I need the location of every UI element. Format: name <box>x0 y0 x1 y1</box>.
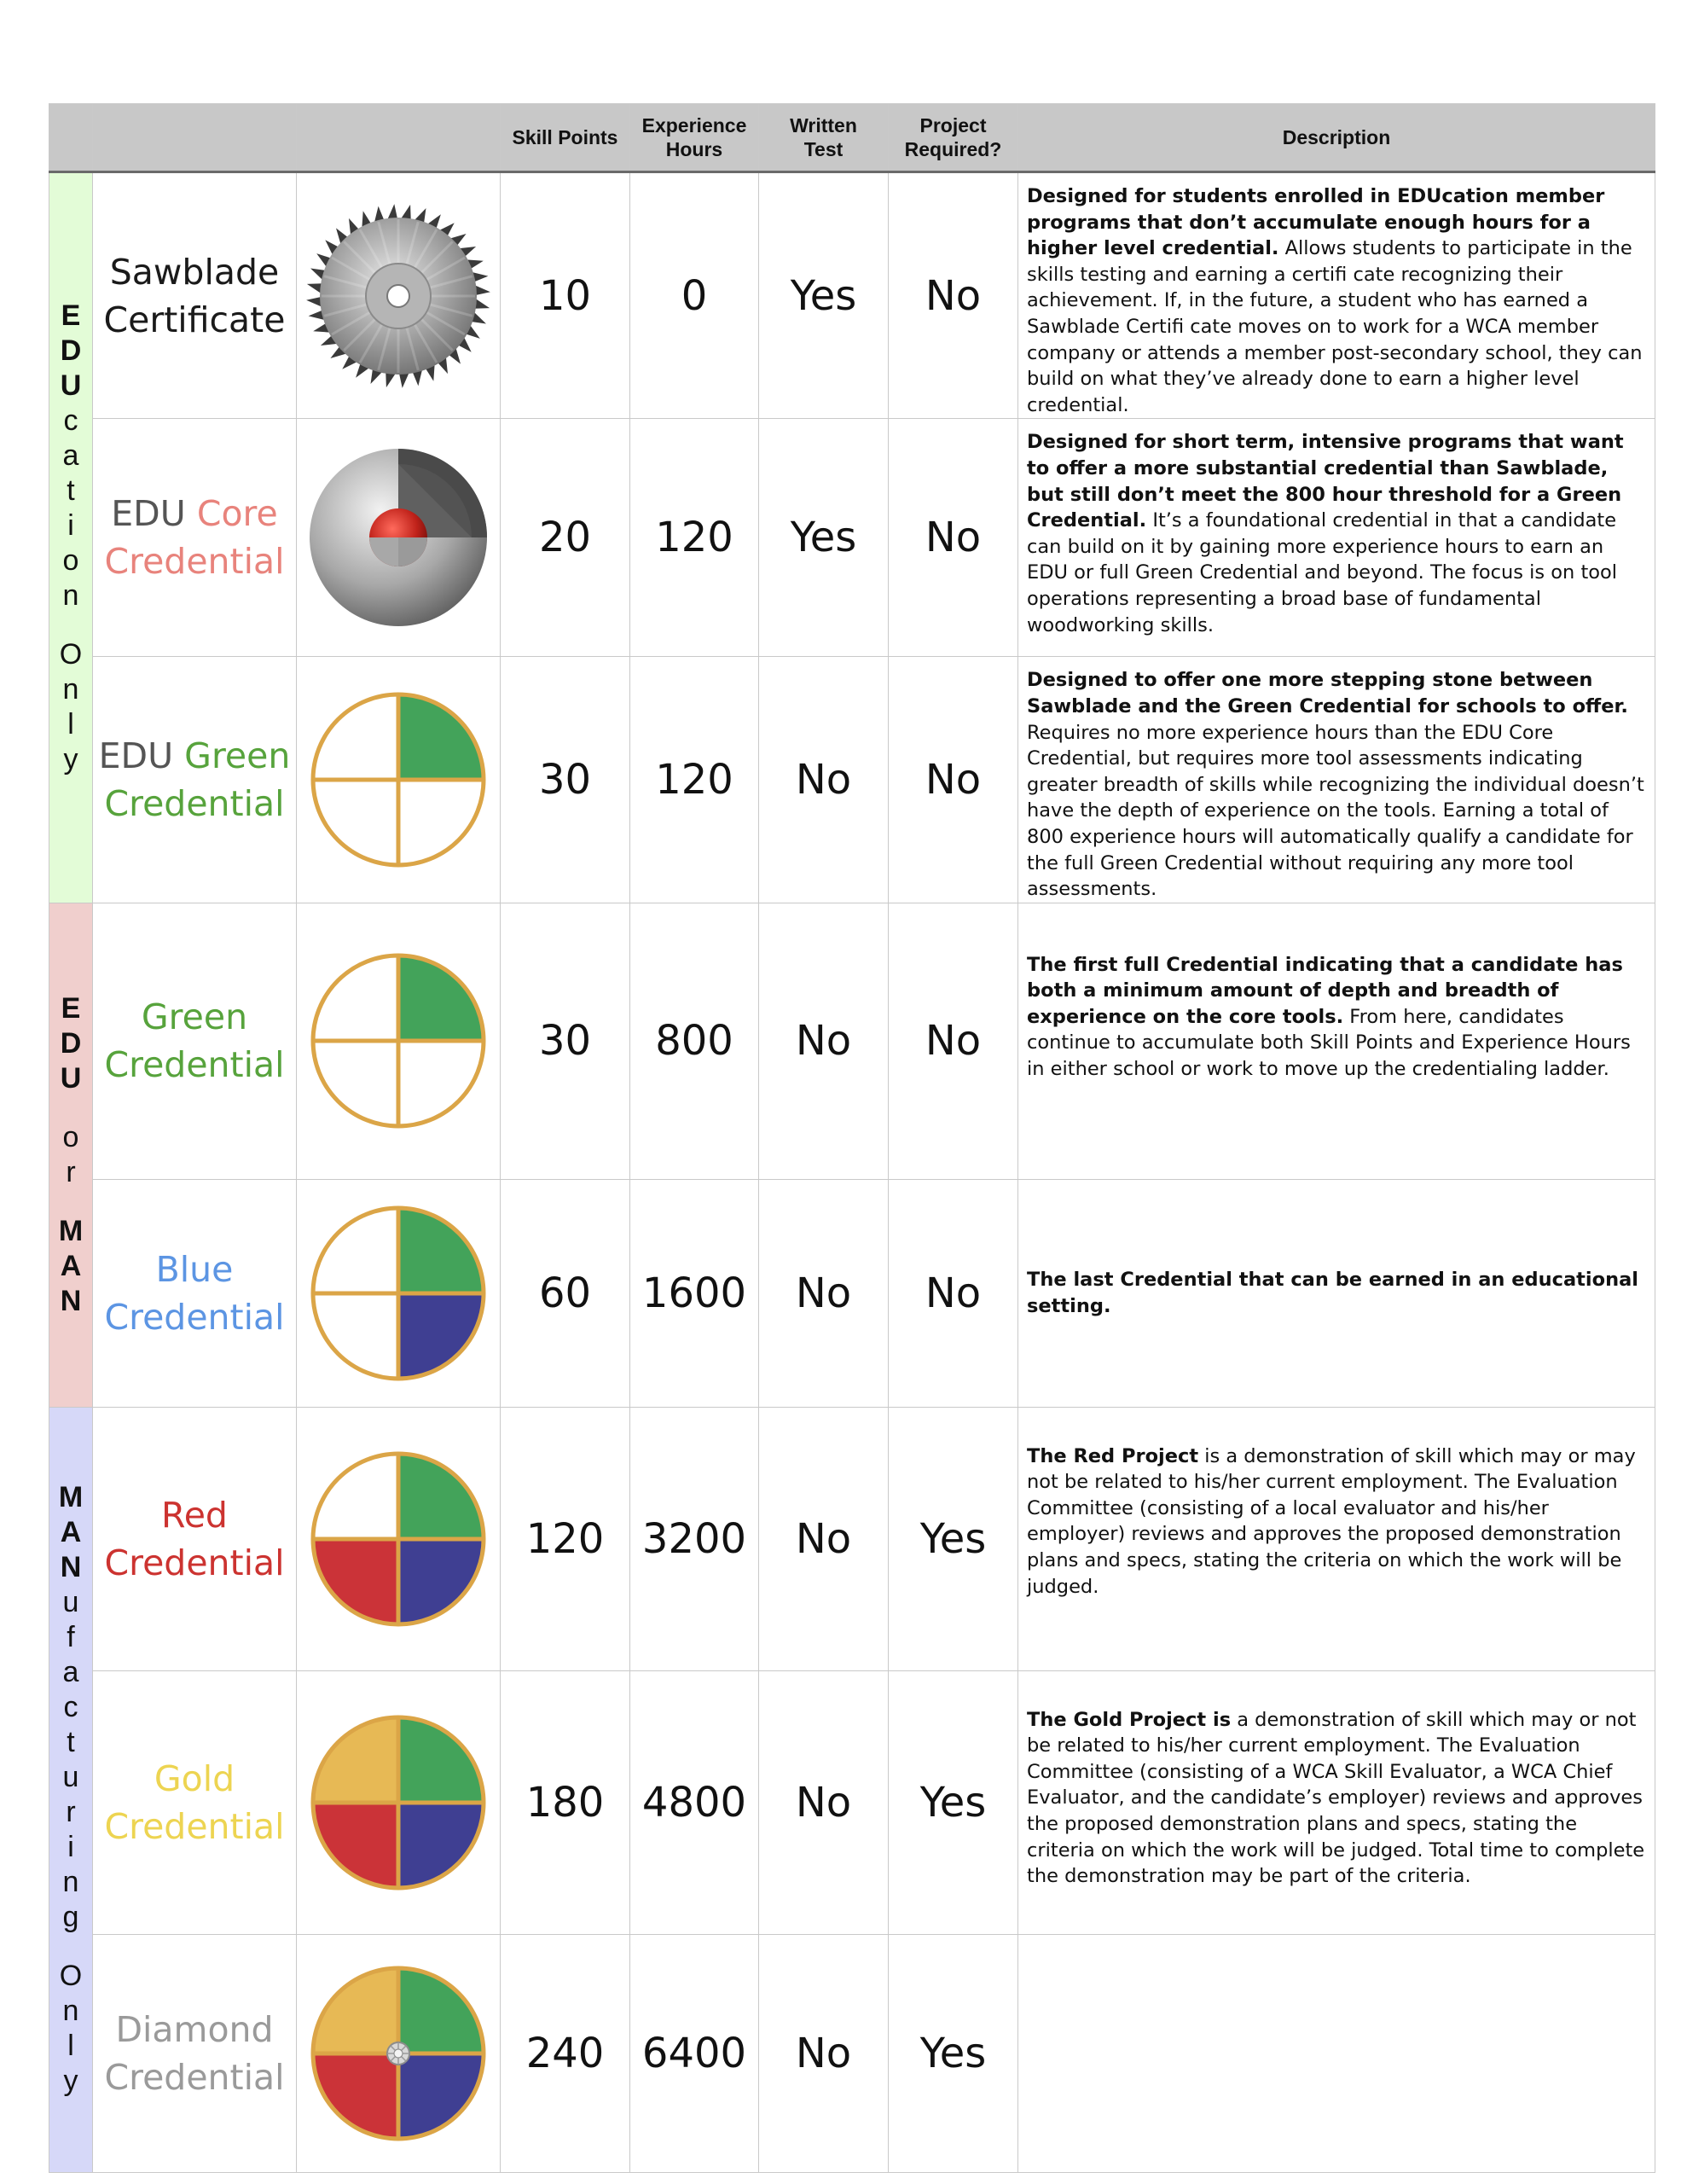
table-row <box>49 1179 1655 1407</box>
group-label-letter: U <box>60 369 82 402</box>
credential-name-word: Green <box>184 735 291 777</box>
table-row <box>49 903 1655 1179</box>
full-four-color-icon <box>309 1713 488 1892</box>
skill-points-cell: 10 <box>501 172 630 419</box>
table-row <box>49 419 1655 657</box>
group-label-letter: i <box>67 1831 74 1864</box>
description-cell <box>1018 657 1655 903</box>
written-test-cell: No <box>759 903 889 1179</box>
table-row <box>49 657 1655 903</box>
group-label-letter: A <box>60 1249 82 1282</box>
credential-name-line1 <box>93 1491 296 1539</box>
credential-name-cell <box>93 657 297 903</box>
sawblade-icon <box>304 201 493 391</box>
credential-table <box>49 103 1655 2173</box>
credential-name-line2: Credential <box>104 783 285 825</box>
written-test-cell: No <box>759 1179 889 1407</box>
credential-name-line1 <box>93 1755 296 1803</box>
experience-hours-cell: 800 <box>630 903 759 1179</box>
experience-hours-cell: 120 <box>630 419 759 657</box>
description-text: is a demonstration of skill which may or may not be related to his/her current employment. The Evaluation Committee (consisting of a local evaluator and his/her employer) reviews and approves the proposed demonstration plans and specs, stating the criteria on which the work will be judged. <box>1027 1444 1636 1598</box>
credential-name-line2: Credential <box>104 1542 285 1583</box>
group-label-letter: M <box>58 1481 84 1514</box>
credential-name-line1 <box>93 1246 296 1293</box>
description-bold-lead: Designed for students enrolled in EDUcation member programs that don’t accumulate enough hours for a higher level credential. <box>1027 185 1605 260</box>
header-experience-hours: Experience Hours <box>630 104 759 172</box>
experience-hours-cell: 4800 <box>630 1670 759 1934</box>
written-test-cell: Yes <box>759 419 889 657</box>
credential-icon-cell <box>297 172 501 419</box>
group-label-letter: o <box>62 543 79 577</box>
skill-points-cell: 120 <box>501 1407 630 1670</box>
group-label-letter: r <box>66 1155 76 1188</box>
project-required-cell: Yes <box>889 1407 1018 1670</box>
experience-hours-cell: 0 <box>630 172 759 419</box>
description-text: From here, candidates continue to accumulate both Skill Points and Experience Hours in either school or work to move up the credentialing ladder. <box>1027 1005 1631 1081</box>
credential-name-cell <box>93 1934 297 2172</box>
group-label-letter: a <box>62 1656 79 1689</box>
quarter-green-icon <box>309 690 488 869</box>
credential-name-line1 <box>93 490 296 537</box>
experience-hours-cell: 1600 <box>630 1179 759 1407</box>
credential-name-line2: Credential <box>104 541 285 583</box>
credential-name-word: Diamond <box>115 2008 274 2050</box>
header-project-required: Project Required? <box>889 104 1018 172</box>
core-sphere-icon <box>304 444 492 631</box>
group-label-letter: o <box>62 1120 79 1153</box>
project-required-cell: Yes <box>889 1934 1018 2172</box>
description-cell <box>1018 172 1655 419</box>
description-bold-lead: Designed for short term, intensive programs that want to offer a more substantial credential than Sawblade, but still don’t meet the 800 hour threshold for a Green Credential. <box>1027 431 1624 532</box>
credential-table-container <box>49 103 1655 2173</box>
group-label-letter: c <box>63 404 78 437</box>
description-text: Requires no more experience hours than the EDU Core Credential, but requires more tool assessments indicating greater breadth of skills while recognizing the individual doesn’t have the depth of experience on the tools. Earning a total of 800 experience hours will automatically qualify a candidate for the full Green Credential without requiring any more tool assessments. <box>1027 721 1644 901</box>
credential-name-word: Core <box>196 493 278 535</box>
written-test-cell: No <box>759 1407 889 1670</box>
half-green-blue-icon <box>309 1204 488 1383</box>
group-label-cell <box>49 903 93 1407</box>
group-label-letter <box>49 1190 92 1214</box>
group-label-letter: u <box>62 1761 79 1794</box>
group-label-letter: A <box>60 1516 82 1549</box>
skill-points-cell: 240 <box>501 1934 630 2172</box>
group-label-letter: t <box>67 473 75 507</box>
project-required-cell: No <box>889 903 1018 1179</box>
credential-name-word: Blue <box>155 1248 234 1290</box>
credential-name-cell <box>93 903 297 1179</box>
group-label-letter: a <box>62 439 79 472</box>
full-four-color-diamond-icon <box>309 1964 488 2143</box>
written-test-cell: No <box>759 657 889 903</box>
project-required-cell: Yes <box>889 1670 1018 1934</box>
group-label-letter: U <box>60 1061 82 1095</box>
credential-icon-cell <box>297 903 501 1179</box>
experience-hours-cell: 6400 <box>630 1934 759 2172</box>
credential-name-cell <box>93 1407 297 1670</box>
group-label-letter: N <box>60 1284 82 1317</box>
group-label-letter: n <box>62 1995 79 2028</box>
group-label-letter <box>49 1096 92 1120</box>
description-cell <box>1018 1670 1655 1934</box>
header-group-cell <box>49 104 93 172</box>
project-required-cell: No <box>889 657 1018 903</box>
project-required-cell: No <box>889 1179 1018 1407</box>
description-text: a demonstration of skill which may or not be related to his/her current employment. The Evaluation Committee (consisting of a WCA Skill Evaluator, a WCA Chief Evaluator, and the candidate’s employer) reviews and approves the proposed demonstration plans and specs, stating the criteria on which the work will be judged. Total time to complete the demonstration may be part of the criteria. <box>1027 1708 1645 1888</box>
credential-name-line1 <box>93 993 296 1041</box>
experience-hours-cell: 3200 <box>630 1407 759 1670</box>
credential-icon-cell <box>297 657 501 903</box>
group-label-letter: O <box>59 1960 83 1993</box>
credential-icon-cell <box>297 1179 501 1407</box>
group-label-letter: y <box>63 742 78 775</box>
group-label-letter: u <box>62 1586 79 1619</box>
written-test-cell: No <box>759 1934 889 2172</box>
written-test-cell: No <box>759 1670 889 1934</box>
group-label-letter: l <box>67 2030 74 2063</box>
header-written-test: Written Test <box>759 104 889 172</box>
credential-icon-cell <box>297 1934 501 2172</box>
credential-name-word: Sawblade <box>109 251 280 293</box>
credential-name-line1 <box>93 248 296 296</box>
group-label-letter: l <box>67 707 74 741</box>
credential-name-word: Red <box>161 1494 228 1536</box>
group-label-letter: n <box>62 672 79 706</box>
project-required-cell: No <box>889 172 1018 419</box>
group-label-letter: E <box>61 991 81 1025</box>
group-label-letter <box>49 613 92 637</box>
header-icon-cell <box>297 104 501 172</box>
credential-name-line2: Credential <box>104 1296 285 1338</box>
skill-points-cell: 180 <box>501 1670 630 1934</box>
description-cell <box>1018 1407 1655 1670</box>
group-label-letter: f <box>67 1621 75 1654</box>
description-cell <box>1018 419 1655 657</box>
project-required-cell: No <box>889 419 1018 657</box>
table-body <box>49 172 1655 2173</box>
table-header-row <box>49 104 1655 172</box>
description-cell <box>1018 1934 1655 2172</box>
credential-icon-cell <box>297 1407 501 1670</box>
skill-points-cell: 30 <box>501 903 630 1179</box>
description-cell <box>1018 903 1655 1179</box>
skill-points-cell: 30 <box>501 657 630 903</box>
description-bold-lead: The first full Credential indicating that a candidate has both a minimum amount of depth and breadth of experience on the core tools. <box>1027 953 1623 1028</box>
credential-name-cell <box>93 419 297 657</box>
group-label-letter: O <box>59 637 83 671</box>
group-label-cell <box>49 172 93 903</box>
group-label-letter: t <box>67 1726 75 1759</box>
group-label-letter: N <box>60 1551 82 1584</box>
group-label-letter: y <box>63 2065 78 2098</box>
description-bold-lead: The Red Project <box>1027 1444 1199 1467</box>
skill-points-cell: 60 <box>501 1179 630 1407</box>
credential-name-line2: Certificate <box>103 299 286 340</box>
credential-name-line2: Credential <box>104 1805 285 1847</box>
three-quarter-green-blue-red-icon <box>309 1449 488 1629</box>
credential-icon-cell <box>297 1670 501 1934</box>
group-label-letter: g <box>62 1901 79 1934</box>
credential-icon-cell <box>297 419 501 657</box>
table-row <box>49 1670 1655 1934</box>
group-label-letter: r <box>66 1796 76 1829</box>
description-cell <box>1018 1179 1655 1407</box>
group-label-letter: c <box>63 1691 78 1724</box>
group-label-letter <box>49 1935 92 1959</box>
header-name-cell <box>93 104 297 172</box>
group-label-letter: n <box>62 1866 79 1899</box>
description-bold-lead: Designed to offer one more stepping stone between Sawblade and the Green Credential for schools to offer. <box>1027 669 1628 717</box>
description-bold-lead: The last Credential that can be earned in an educational setting. <box>1027 1269 1639 1317</box>
description-text: It’s a foundational credential in that a candidate can build on it by gaining more experience hours to earn an EDU or full Green Credential and beyond. The focus is on tool operations representing a broad base of fundamental woodworking skills. <box>1027 509 1618 636</box>
group-label-letter: D <box>60 334 82 367</box>
credential-name-prefix: EDU <box>111 493 197 535</box>
written-test-cell: Yes <box>759 172 889 419</box>
credential-name-line2: Credential <box>104 1044 285 1086</box>
credential-name-prefix: EDU <box>98 735 185 777</box>
credential-name-line1 <box>93 2006 296 2053</box>
credential-name-cell <box>93 172 297 419</box>
credential-name-word: Gold <box>154 1757 235 1799</box>
credential-name-line2: Credential <box>104 2056 285 2098</box>
group-label-letter: i <box>67 508 74 542</box>
skill-points-cell: 20 <box>501 419 630 657</box>
group-label-cell <box>49 1407 93 2172</box>
group-label-letter: E <box>61 299 81 332</box>
credential-name-cell <box>93 1670 297 1934</box>
table-row <box>49 1934 1655 2172</box>
credential-name-cell <box>93 1179 297 1407</box>
credential-name-line1 <box>93 732 296 780</box>
table-row <box>49 172 1655 419</box>
description-text: Allows students to participate in the skills testing and earning a certifi cate recognizing their achievement. If, in the future, a student who has earned a Sawblade Certifi cate moves on to work for a WCA member company or attends a member post-secondary school, they can build on what they’ve already done to earn a higher level credential. <box>1027 237 1643 416</box>
group-label-letter: n <box>62 578 79 612</box>
header-skill-points: Skill Points <box>501 104 630 172</box>
group-label-letter: D <box>60 1026 82 1060</box>
description-bold-lead: The Gold Project is <box>1027 1708 1232 1731</box>
diamond-gem <box>387 2042 409 2065</box>
quarter-green-icon <box>309 951 488 1130</box>
credential-name-word: Green <box>141 996 248 1038</box>
group-label-letter: M <box>58 1214 84 1247</box>
header-description: Description <box>1018 104 1655 172</box>
table-row <box>49 1407 1655 1670</box>
experience-hours-cell: 120 <box>630 657 759 903</box>
